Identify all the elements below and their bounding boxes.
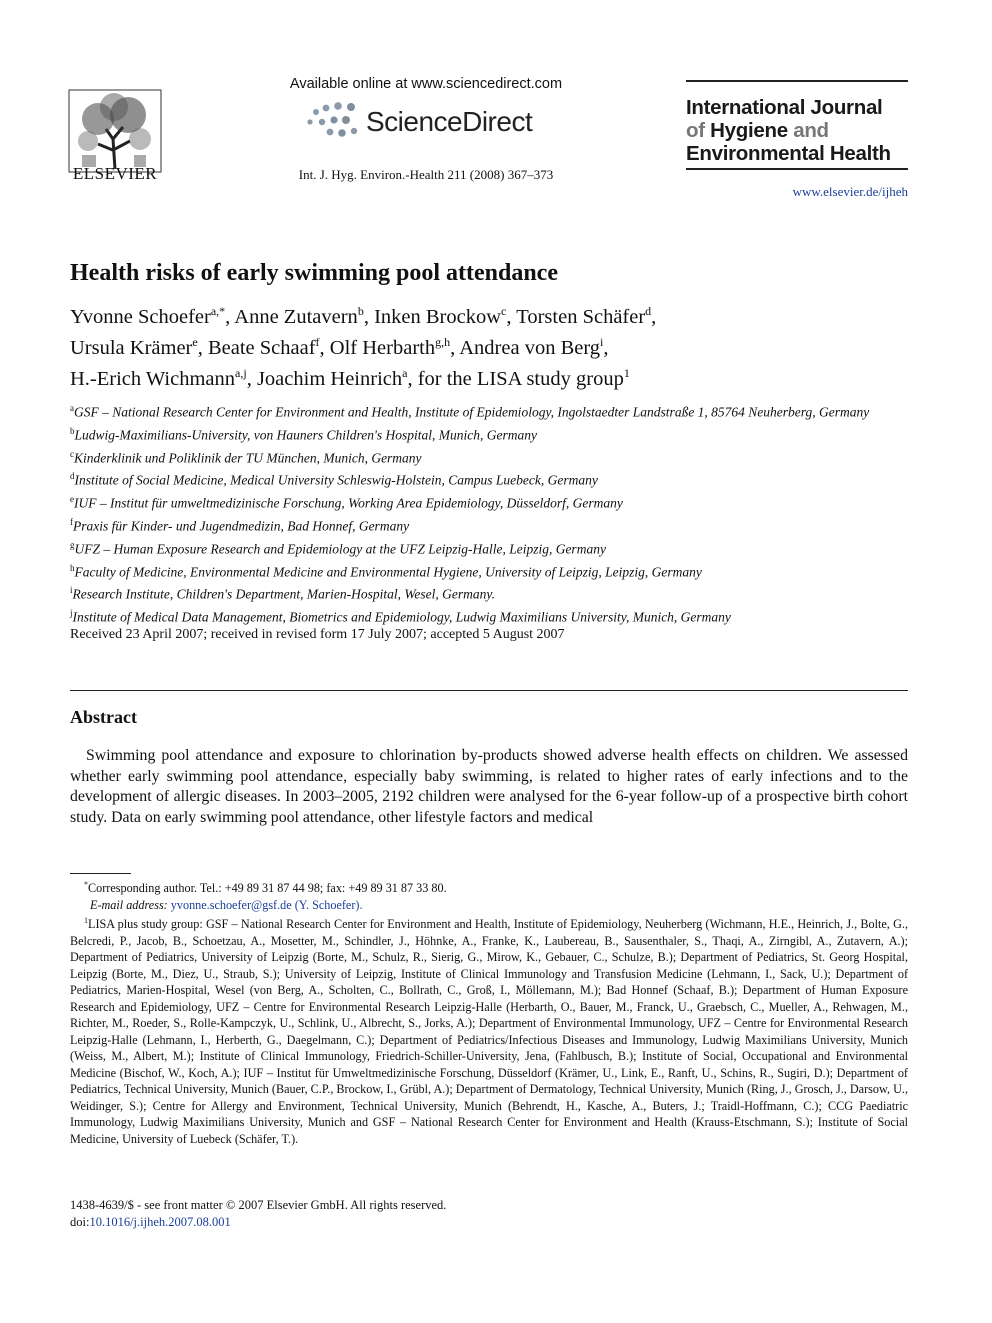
author-affiliation-mark: i (600, 334, 604, 349)
author-name: for the LISA study group (417, 367, 624, 390)
sciencedirect-wordmark: ScienceDirect (366, 106, 533, 137)
author-affiliation-mark: f (315, 334, 320, 349)
email-note (70, 897, 908, 914)
affiliation-mark: j (70, 608, 73, 619)
affiliation-item (70, 490, 930, 513)
author-separator: , (603, 336, 609, 359)
affiliation-text: Institute of Medical Data Management, Biometrics and Epidemiology, Ludwig Maximilians University, Munich, Germany (72, 609, 731, 625)
author-affiliation-mark: 1 (623, 365, 630, 380)
author-separator: , (246, 367, 257, 390)
affiliation-list (70, 399, 930, 627)
received-dates: Received 23 April 2007; received in revised form 17 July 2007; accepted 5 August 2007 (70, 627, 565, 642)
copyright-block (70, 1197, 446, 1230)
affiliation-text: Ludwig-Maximilians-University, von Hauners Children's Hospital, Munich, Germany (74, 427, 537, 443)
email-link[interactable]: yvonne.schoefer@gsf.de (Y. Schoefer). (170, 897, 363, 912)
abstract-top-rule (70, 690, 908, 691)
affiliation-item (70, 536, 930, 559)
doi-line (70, 1214, 446, 1231)
affiliation-item (70, 581, 930, 604)
affiliation-mark: a (70, 403, 74, 413)
author-separator: , (319, 336, 330, 359)
affiliation-mark: f (70, 516, 73, 527)
affiliation-text: Research Institute, Children's Department, Marien-Hospital, Wesel, Germany. (72, 586, 495, 602)
email-label: E-mail address: (90, 897, 168, 912)
journal-title-line3: Environmental Health (686, 142, 891, 165)
author-affiliation-mark: a (402, 365, 408, 380)
abstract-heading: Abstract (70, 707, 137, 727)
corresponding-author-note (70, 877, 908, 897)
lisa-group-note (70, 913, 908, 1147)
affiliation-text: UFZ – Human Exposure Research and Epidemiology at the UFZ Leipzig-Halle, Leipzig, Germany (74, 541, 606, 557)
journal-title-block (686, 80, 908, 170)
affiliation-text: Faculty of Medicine, Environmental Medicine and Environmental Hygiene, University of Leipzig, Leipzig, Germany (74, 564, 702, 580)
author-name: Anne Zutavern (234, 305, 358, 328)
author-separator: , (651, 305, 657, 328)
author-affiliation-mark: a,j (235, 365, 247, 380)
affiliation-item (70, 445, 930, 468)
author-name: Olf Herbarth (329, 336, 436, 359)
author-affiliation-mark: c (501, 304, 507, 318)
affiliation-item (70, 422, 930, 445)
corresponding-text: Corresponding author. Tel.: +49 89 31 87 44 98; fax: +49 89 31 87 33 80. (88, 881, 447, 896)
author-separator: , (197, 336, 208, 359)
publisher-name: ELSEVIER (72, 164, 158, 183)
affiliation-text: Praxis für Kinder- und Jugendmedizin, Bad Honnef, Germany (73, 518, 410, 534)
affiliation-mark: d (70, 471, 75, 482)
affiliation-mark: c (70, 448, 74, 459)
article-title: Health risks of early swimming pool attendance (70, 260, 558, 286)
lisa-mark: 1 (84, 916, 88, 926)
author-name: Beate Schaaf (207, 336, 316, 359)
affiliation-mark: i (70, 585, 73, 596)
doi-label: doi: (70, 1214, 90, 1229)
author-separator: , (450, 336, 460, 359)
author-name: Joachim Heinrich (256, 367, 403, 390)
journal-title-bottom-rule (686, 168, 908, 170)
abstract-body: Swimming pool attendance and exposure to chlorination by-products showed adverse health effects on children. We assessed whether early swimming pool attendance, especially baby swimming, is related to higher rates of early infections and to the development of allergic diseases. In 2003–2005, 2192 children were analysed for the 6-year follow-up of a prospective birth cohort study. Data on early swimming pool attendance, other lifestyle factors and medical (70, 747, 908, 826)
author-separator: , (363, 305, 375, 328)
journal-reference: Int. J. Hyg. Environ.-Health 211 (2008) 367–373 (298, 167, 554, 182)
affiliation-text: Institute of Social Medicine, Medical University Schleswig-Holstein, Campus Luebeck, Germany (74, 472, 598, 488)
copyright-line: 1438-4639/$ - see front matter © 2007 Elsevier GmbH. All rights reserved. (70, 1198, 447, 1212)
affiliation-item (70, 467, 930, 490)
author-affiliation-mark: e (192, 334, 198, 349)
affiliation-mark: b (70, 425, 75, 436)
author-name: Inken Brockow (374, 305, 502, 328)
journal-url-link[interactable]: www.elsevier.de/ijheh (792, 184, 908, 199)
available-online-text: Available online at www.sciencedirect.com (289, 76, 563, 92)
author-separator: , (225, 305, 235, 328)
author-name: Yvonne Schoefer (70, 305, 211, 328)
affiliation-mark: g (70, 539, 75, 550)
author-affiliation-mark: a,* (210, 304, 226, 318)
lisa-text: LISA plus study group: GSF – National Research Center for Environment and Health, Institute of Epidemiology, Neuherberg (Wichmann, H.E., Heinrich, J., Bolte, G., Belcredi, P., Jacob, B., Schoetzau, A., Mosetter, M., Schindler, J., Höhnke, A., Franke, K., Laubereau, B., Sausenthaler, S., Thaqi, A., Zirngibl, A., Zutavern, A.); Department of Pediatrics, University of Leipzig (Borte, M., Schulz, R., Sierig, G., Mirow, K., Gebauer, C., Schulze, B.); Department of Pediatrics, St. Georg Hospital, Leipzig (Borte, M., Diez, U., Straub, S.); University of Leipzig, Institute of Clinical Immunology and Transfusion Medicine (Lehmann, I., Sack, U.); Department of Pediatrics, Marien-Hospital, Wesel (von Berg, A., Scholten, C., Bollrath, C., Groß, I., Möllemann, M.); Bad Honnef (Schaaf, B.); Department of Human Exposure Research and Epidemiology, UFZ – Centre for Environmental Research Leipzig-Halle (Herbarth, O., Bauer, M., Franck, U., Graebsch, C., Mueller, A., Rehwagen, M., Richter, M., Roeder, S., Rolle-Kampczyk, U., Schlink, U., Albrecht, S., Jorks, A.); Department of Environmental Immunology, UFZ – Centre for Environmental Research Leipzig-Halle (Lehmann, I., Herberth, G., Daegelmann, C.); Department of Pediatrics/Infectious Diseases and Immunology, Ludwig Maximilians University, Munich (Weiss, M., Albert, M.); Institute of Clinical Immunology, Friedrich-Schiller-University, Jena, (Fahlbusch, B.); Institute of Social, Occupational and Environmental Medicine (Bischof, W., Koch, A.); IUF – Institut für Umweltmedizinische Forschung, Düsseldorf (Krämer, U., Link, E., Ranft, U., Schins, R., Sugiri, D.); Department of Pediatrics, Technical University, Munich (Bauer, C.P., Brockow, I., Grübl, A.); Department of Dermatology, Technical University, Munich (Ring, J., Grosch, J., Darsow, U., Weidinger, S.); Centre for Allergy and Environment, Technical University, Munich (Behrendt, H., Kasche, A., Buters, J.; Traidl-Hoffmann, C.); CCG Paediatric Immunology, Ludwig Maximilians University, Munich and GSF – National Research Center for Environment and Health (Krauss-Etschmann, S.); Institute of Social Medicine, University of Luebeck (Schäfer, T.). (70, 917, 908, 1146)
author-name: Andrea von Berg (459, 336, 601, 359)
affiliation-text: Kinderklinik und Poliklinik der TU München, Munich, Germany (74, 450, 422, 466)
affiliation-mark: h (70, 562, 75, 573)
author-list (70, 299, 930, 391)
journal-title-top-rule (686, 80, 908, 82)
affiliation-item (70, 399, 930, 422)
affiliation-text: GSF – National Research Center for Environment and Health, Institute of Epidemiology, Ingolstaedter Landstraße 1, 85764 Neuherberg, Germany (74, 404, 870, 420)
affiliation-item (70, 559, 930, 582)
journal-title-line1: International Journal (686, 96, 883, 119)
journal-title-of: of (686, 119, 705, 142)
journal-title-line2 (686, 119, 908, 142)
affiliation-mark: e (70, 494, 74, 505)
author-name: H.-Erich Wichmann (70, 367, 236, 390)
journal-title-and: and (793, 119, 829, 142)
author-affiliation-mark: b (357, 304, 364, 318)
doi-link[interactable]: 10.1016/j.ijheh.2007.08.001 (89, 1214, 231, 1229)
author-name: Ursula Krämer (70, 336, 193, 359)
author-affiliation-mark: g,h (435, 334, 451, 349)
affiliation-text: IUF – Institut für umweltmedizinische Forschung, Working Area Epidemiology, Düsseldorf, Germany (74, 495, 623, 511)
journal-title-hygiene: Hygiene (710, 119, 788, 142)
author-affiliation-mark: d (645, 304, 652, 318)
affiliation-item (70, 513, 930, 536)
author-name: Torsten Schäfer (516, 305, 646, 328)
affiliation-item (70, 604, 930, 627)
author-separator: , (407, 367, 418, 390)
footnote-rule (70, 873, 131, 874)
footnotes (70, 877, 908, 1147)
abstract-text (70, 746, 908, 828)
corresponding-mark: * (84, 880, 88, 889)
author-separator: , (506, 305, 517, 328)
